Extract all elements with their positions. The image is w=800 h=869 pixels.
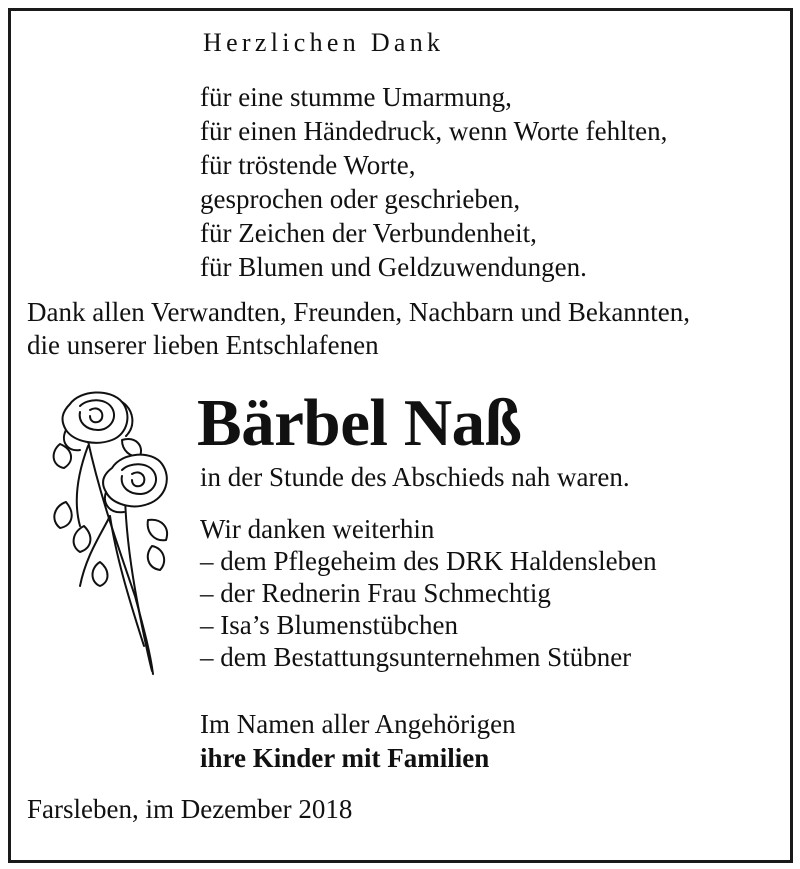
signature-family: ihre Kinder mit Familien (200, 743, 490, 773)
thanks-line: Dank allen Verwandten, Freunden, Nachbarn und Bekannten, (27, 297, 691, 327)
heading: Herzlichen Dank (203, 28, 445, 57)
verse-line: für eine stumme Umarmung, (200, 82, 512, 112)
further-thanks (200, 513, 657, 673)
further-thanks-intro: Wir danken weiterhin (200, 514, 435, 544)
farewell-line: in der Stunde des Abschieds nah waren. (200, 462, 630, 492)
list-item: – dem Bestattungsunternehmen Stübner (200, 642, 632, 672)
thanks-statement (27, 296, 690, 362)
verse-line: für einen Händedruck, wenn Worte fehlten, (200, 116, 668, 146)
deceased-name: Bärbel Naß (197, 386, 522, 460)
list-item: – Isa’s Blumenstübchen (200, 610, 458, 640)
verse-line: für Blumen und Geldzuwendungen. (200, 252, 587, 282)
signature (200, 707, 516, 775)
list-item: – der Rednerin Frau Schmechtig (200, 578, 551, 608)
thanks-verse (200, 80, 667, 284)
rose-bouquet-illustration (40, 386, 180, 680)
verse-line: gesprochen oder geschrieben, (200, 184, 521, 214)
list-item: – dem Pflegeheim des DRK Haldensleben (200, 546, 657, 576)
thanks-line: die unserer lieben Entschlafenen (27, 330, 379, 360)
signature-line: Im Namen aller Angehörigen (200, 709, 516, 739)
verse-line: für Zeichen der Verbundenheit, (200, 218, 537, 248)
verse-line: für tröstende Worte, (200, 150, 416, 180)
place-date: Farsleben, im Dezember 2018 (27, 794, 353, 824)
